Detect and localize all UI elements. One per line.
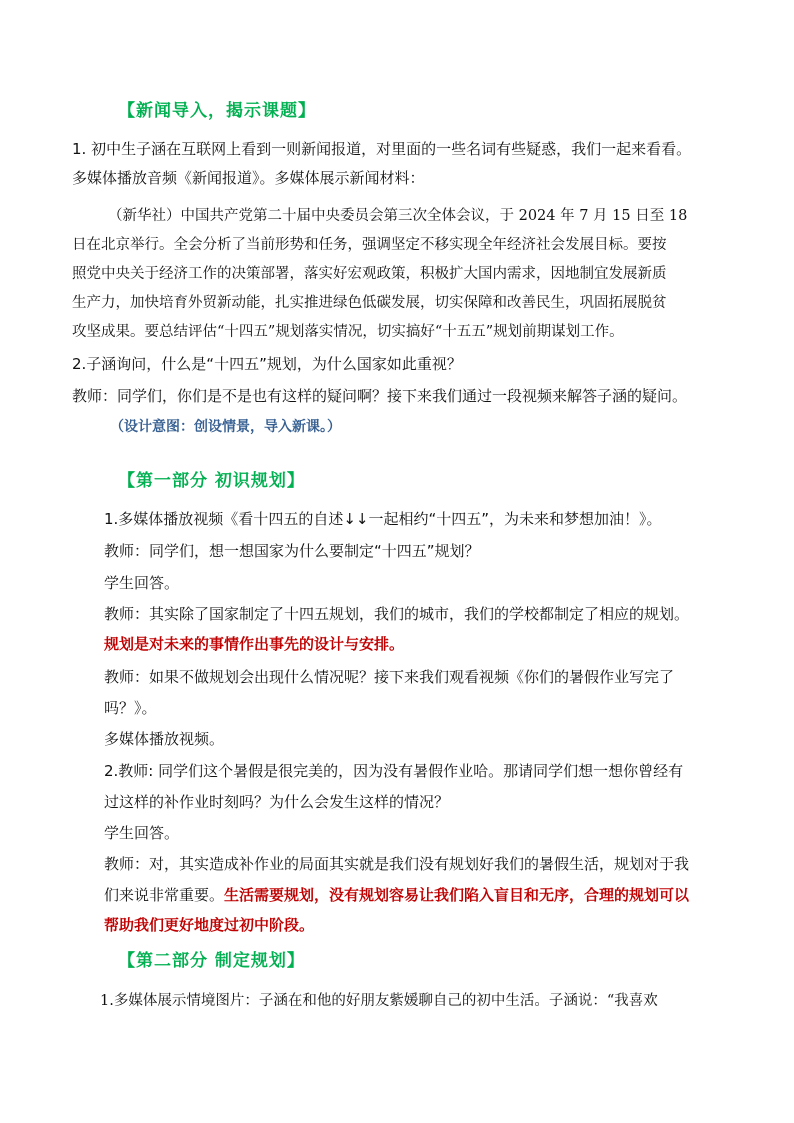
key-point: 生活需要规划，没有规划容易让我们陷入盲目和无序，合理的规划可以 xyxy=(224,886,690,904)
paragraph: 多媒体播放音频《新闻报道》。多媒体展示新闻材料： xyxy=(72,169,425,187)
paragraph: 教师：其实除了国家制定了十四五规划，我们的城市，我们的学校都制定了相应的规划。 xyxy=(104,605,690,623)
news-line: （新华社）中国共产党第二十届中央委员会第三次全体会议，于 2024 年 7 月 15 日至 18 xyxy=(108,208,688,224)
paragraph: 教师：如果不做规划会出现什么情况呢？接下来我们观看视频《你们的暑假作业写完了 xyxy=(104,668,675,686)
paragraph: 2.子涵询问，什么是“十四五”规划，为什么国家如此重视？ xyxy=(72,355,462,373)
plain-text: 们来说非常重要。 xyxy=(104,886,225,904)
news-line: 攻坚成果。要总结评估“十四五”规划落实情况，切实搞好“十五五”规划前期谋划工作。 xyxy=(72,324,624,340)
section-heading-part-one: 【第一部分 初识规划】 xyxy=(118,471,305,491)
paragraph: 教师：同学们，你们是不是也有这样的疑问啊？接下来我们通过一段视频来解答子涵的疑问。 xyxy=(72,387,688,405)
paragraph: 学生回答。 xyxy=(104,824,180,842)
paragraph: 学生回答。 xyxy=(104,574,180,592)
paragraph: 教师：同学们，想一想国家为什么要制定“十四五”规划？ xyxy=(104,542,480,560)
key-point: 规划是对未来的事情作出事先的设计与安排。 xyxy=(104,635,405,653)
news-line: 日在北京举行。全会分析了当前形势和任务，强调坚定不移实现全年经济社会发展目标。要按 xyxy=(72,237,667,253)
paragraph: 教师：对，其实造成补作业的局面其实就是我们没有规划好我们的暑假生活，规划对于我 xyxy=(104,855,690,873)
design-note: （设计意图：创设情景，导入新课。） xyxy=(110,419,341,435)
paragraph: 吗？》。 xyxy=(104,699,157,717)
paragraph: 1.多媒体展示情境图片：子涵在和他的好朋友紫媛聊自己的初中生活。子涵说：“我喜欢 xyxy=(100,993,658,1009)
section-heading-part-two: 【第二部分 制定规划】 xyxy=(118,951,305,971)
section-heading-news: 【新闻导入，揭示课题】 xyxy=(118,101,316,121)
news-line: 生产力，加快培育外贸新动能，扎实推进绿色低碳发展，切实保障和改善民生，巩固拓展脱贫 xyxy=(72,295,667,311)
paragraph: 2.教师: 同学们这个暑假是很完美的，因为没有暑假作业哈。那请同学们想一想你曾经有 xyxy=(104,762,684,780)
news-line: 照党中央关于经济工作的决策部署，落实好宏观政策，积极扩大国内需求，因地制宜发展新质 xyxy=(72,266,667,282)
paragraph: 1.多媒体播放视频《看十四五的自述↓↓一起相约“十四五”，为未来和梦想加油！》。 xyxy=(104,510,662,528)
key-point: 帮助我们更好地度过初中阶段。 xyxy=(104,916,315,934)
paragraph: 多媒体播放视频。 xyxy=(104,730,225,748)
paragraph: 1. 初中生子涵在互联网上看到一则新闻报道，对里面的一些名词有些疑惑，我们一起来看看。 xyxy=(72,140,692,158)
paragraph: 过这样的补作业时刻吗？为什么会发生这样的情况？ xyxy=(104,793,450,811)
paragraph xyxy=(104,884,689,905)
